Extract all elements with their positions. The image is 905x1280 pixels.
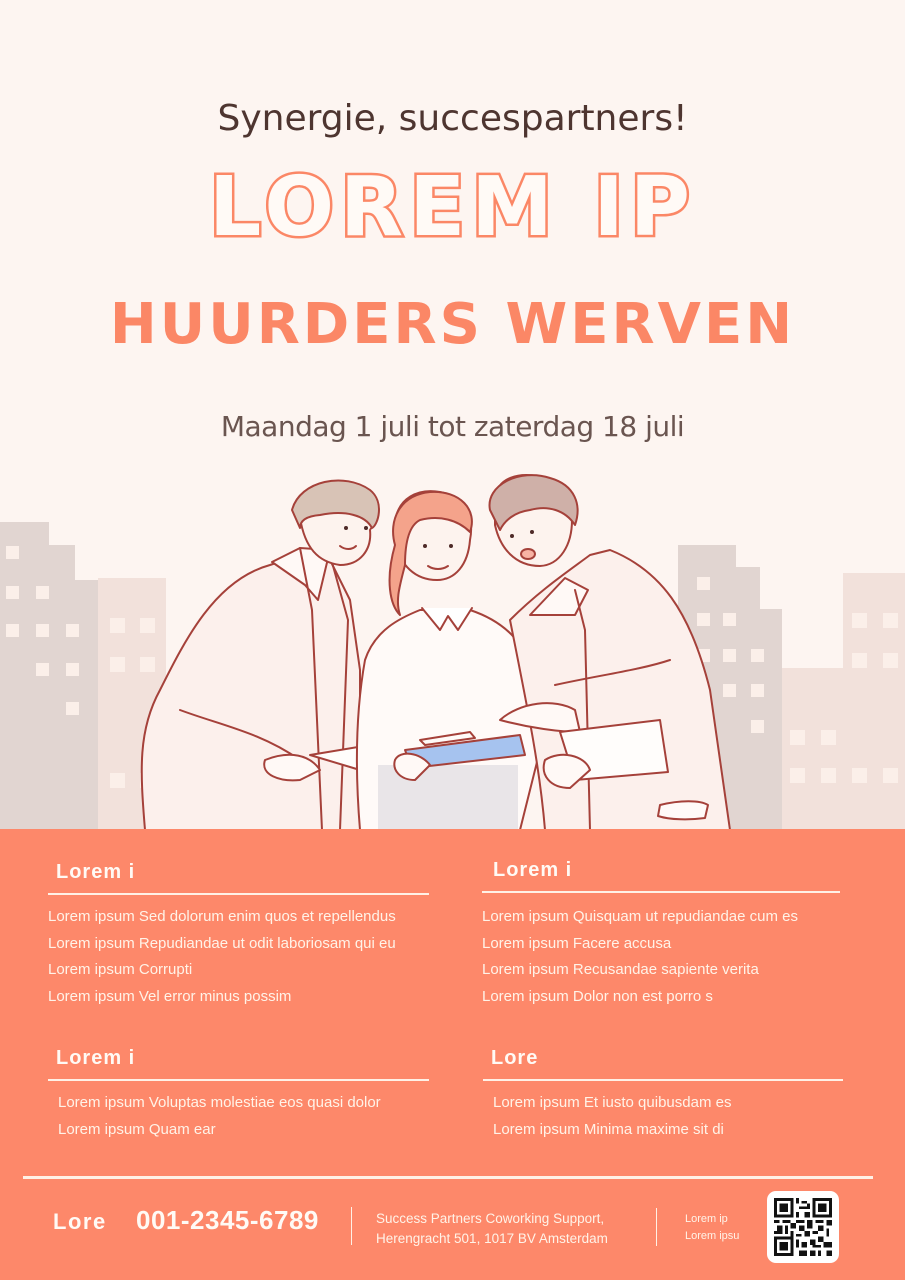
info-line: Lorem ipsum Vel error minus possim [48, 987, 292, 1005]
phone-number[interactable]: 001-2345-6789 [136, 1205, 319, 1235]
address-line-1: Success Partners Coworking Support, [376, 1211, 605, 1226]
info-block [48, 1047, 429, 1143]
info-block-title: Lorem i [493, 859, 573, 881]
tagline: Synergie, succespartners! [217, 98, 688, 139]
info-line: Lorem ipsum Recusandae sapiente verita [482, 961, 759, 978]
info-line: Lorem ipsum Quam ear [58, 1120, 216, 1138]
info-line: Lorem ipsum Sed dolorum enim quos et repellendus [48, 908, 396, 925]
business-team-illustration [0, 470, 905, 830]
headline: LOREM IP [209, 160, 696, 255]
info-line: Lorem ipsum Et iusto quibusdam es [493, 1094, 732, 1111]
info-block-title: Lorem i [56, 861, 136, 883]
info-line: Lorem ipsum Facere accusa [482, 934, 672, 952]
footer-divider [23, 1176, 873, 1179]
event-dates: Maandag 1 juli tot zaterdag 18 juli [220, 410, 685, 443]
footer-links [685, 1211, 739, 1245]
info-block-title: Lore [491, 1047, 539, 1069]
info-line: Lorem ipsum Voluptas molestiae eos quasi dolor [58, 1094, 381, 1111]
qr-code-icon [774, 1198, 832, 1256]
city-skyline-left [0, 522, 166, 830]
info-block [48, 861, 429, 1010]
subheadline: HUURDERS WERVEN [109, 292, 796, 357]
info-panel [0, 829, 905, 1280]
divider [48, 1079, 429, 1081]
info-block [483, 1047, 843, 1143]
address-line-2: Herengracht 501, 1017 BV Amsterdam [376, 1231, 608, 1246]
address [376, 1209, 608, 1249]
info-line: Lorem ipsum Minima maxime sit di [493, 1120, 724, 1138]
divider [48, 893, 429, 895]
vertical-divider [351, 1207, 352, 1245]
info-line: Lorem ipsum Repudiandae ut odit laboriosam qui eu [48, 934, 396, 952]
info-block-title: Lorem i [56, 1047, 136, 1069]
footer-label: Lore [53, 1209, 107, 1234]
footer-link[interactable]: Lorem ipsu [685, 1230, 740, 1242]
footer-link[interactable]: Lorem ip [685, 1213, 728, 1225]
illustration [0, 470, 905, 830]
info-line: Lorem ipsum Dolor non est porro s [482, 987, 713, 1005]
qr-code[interactable] [767, 1191, 839, 1263]
divider [482, 891, 840, 893]
info-line: Lorem ipsum Quisquam ut repudiandae cum es [482, 908, 798, 925]
info-line: Lorem ipsum Corrupti [48, 961, 193, 978]
info-block [482, 859, 840, 1010]
divider [483, 1079, 843, 1081]
vertical-divider [656, 1208, 657, 1246]
